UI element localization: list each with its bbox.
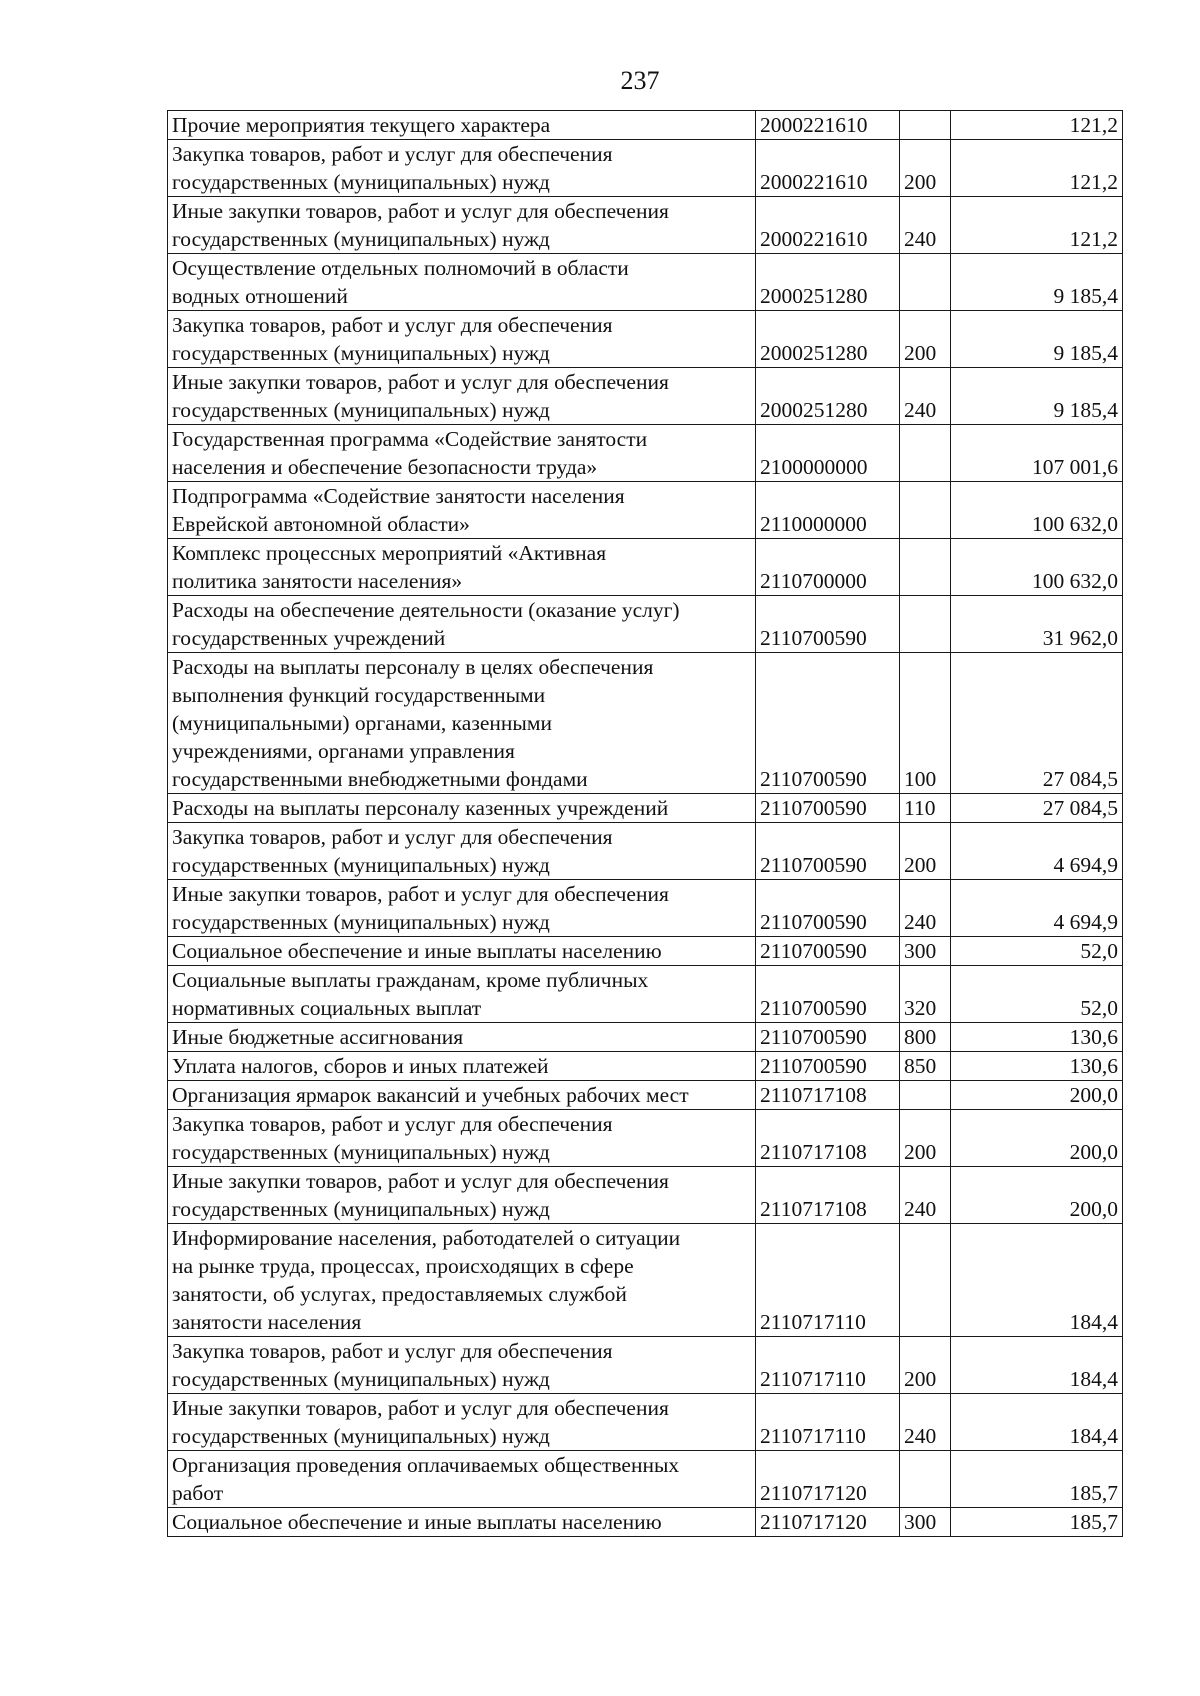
expense-name-line: Иные бюджетные ассигнования <box>172 1025 464 1049</box>
amount-cell: 121,2 <box>951 197 1123 254</box>
expense-name-line: государственных (муниципальных) нужд <box>172 227 550 251</box>
expense-type-cell: 100 <box>900 653 951 794</box>
expense-name-line: водных отношений <box>172 284 348 308</box>
amount-cell: 184,4 <box>951 1224 1123 1337</box>
amount-cell: 27 084,5 <box>951 794 1123 823</box>
amount-cell: 9 185,4 <box>951 311 1123 368</box>
amount-cell: 130,6 <box>951 1052 1123 1081</box>
expense-name-line: Организация проведения оплачиваемых общественных <box>172 1453 680 1477</box>
target-code-cell: 2110700590 <box>756 653 900 794</box>
target-code-cell: 2100000000 <box>756 425 900 482</box>
expense-name-line: государственных (муниципальных) нужд <box>172 1424 550 1448</box>
expense-name-line: нормативных социальных выплат <box>172 996 482 1020</box>
expense-type-cell <box>900 111 951 140</box>
expense-name-line: Прочие мероприятия текущего характера <box>172 113 551 137</box>
target-code-cell: 2110717120 <box>756 1508 900 1537</box>
target-code-cell: 2110700590 <box>756 937 900 966</box>
expense-name-cell <box>168 1394 756 1451</box>
expense-name-line: государственных (муниципальных) нужд <box>172 853 550 877</box>
expense-type-cell <box>900 254 951 311</box>
expense-name-line: государственными внебюджетными фондами <box>172 767 588 791</box>
expense-name-cell <box>168 937 756 966</box>
amount-cell: 4 694,9 <box>951 823 1123 880</box>
expense-name-cell <box>168 596 756 653</box>
table-row <box>168 653 1123 794</box>
target-code-cell: 2110717108 <box>756 1167 900 1224</box>
target-code-cell: 2110717108 <box>756 1110 900 1167</box>
expense-name-line: государственных (муниципальных) нужд <box>172 910 550 934</box>
amount-cell: 184,4 <box>951 1394 1123 1451</box>
target-code-cell: 2000221610 <box>756 197 900 254</box>
budget-table-body <box>168 111 1123 1537</box>
expense-name-cell <box>168 1023 756 1052</box>
expense-name-cell <box>168 1081 756 1110</box>
target-code-cell: 2110717108 <box>756 1081 900 1110</box>
expense-name-line: Подпрограмма «Содействие занятости населения <box>172 484 625 508</box>
amount-cell: 185,7 <box>951 1508 1123 1537</box>
expense-name-cell <box>168 197 756 254</box>
expense-type-cell: 240 <box>900 197 951 254</box>
expense-name-line: государственных (муниципальных) нужд <box>172 1140 550 1164</box>
expense-name-cell <box>168 880 756 937</box>
table-row <box>168 1110 1123 1167</box>
budget-table <box>167 110 1123 1537</box>
expense-name-cell <box>168 368 756 425</box>
page-number: 237 <box>620 66 660 95</box>
expense-type-cell: 200 <box>900 823 951 880</box>
amount-cell: 4 694,9 <box>951 880 1123 937</box>
table-row <box>168 1394 1123 1451</box>
amount-cell: 185,7 <box>951 1451 1123 1508</box>
expense-name-line: Социальные выплаты гражданам, кроме публичных <box>172 968 649 992</box>
expense-name-line: государственных учреждений <box>172 626 446 650</box>
amount-cell: 100 632,0 <box>951 539 1123 596</box>
expense-name-line: занятости, об услугах, предоставляемых службой <box>172 1282 627 1306</box>
expense-name-cell <box>168 1224 756 1337</box>
expense-type-cell: 200 <box>900 311 951 368</box>
table-row <box>168 880 1123 937</box>
table-row <box>168 140 1123 197</box>
expense-name-line: Закупка товаров, работ и услуг для обеспечения <box>172 1339 613 1363</box>
target-code-cell: 2110000000 <box>756 482 900 539</box>
expense-type-cell <box>900 596 951 653</box>
target-code-cell: 2000251280 <box>756 254 900 311</box>
expense-name-line: населения и обеспечение безопасности труда» <box>172 455 598 479</box>
target-code-cell: 2110700000 <box>756 539 900 596</box>
expense-name-line: Социальное обеспечение и иные выплаты населению <box>172 939 662 963</box>
amount-cell: 200,0 <box>951 1110 1123 1167</box>
amount-cell: 52,0 <box>951 966 1123 1023</box>
expense-name-line: Закупка товаров, работ и услуг для обеспечения <box>172 825 613 849</box>
expense-name-line: Иные закупки товаров, работ и услуг для обеспечения <box>172 882 669 906</box>
table-row <box>168 937 1123 966</box>
table-row <box>168 254 1123 311</box>
target-code-cell: 2110700590 <box>756 1052 900 1081</box>
target-code-cell: 2000221610 <box>756 111 900 140</box>
expense-type-cell: 240 <box>900 1394 951 1451</box>
target-code-cell: 2000251280 <box>756 368 900 425</box>
target-code-cell: 2110717110 <box>756 1224 900 1337</box>
expense-type-cell <box>900 539 951 596</box>
amount-cell: 130,6 <box>951 1023 1123 1052</box>
table-row <box>168 311 1123 368</box>
table-row <box>168 482 1123 539</box>
expense-name-line: государственных (муниципальных) нужд <box>172 398 550 422</box>
expense-name-line: учреждениями, органами управления <box>172 739 515 763</box>
target-code-cell: 2110700590 <box>756 1023 900 1052</box>
expense-name-cell <box>168 823 756 880</box>
expense-name-line: Иные закупки товаров, работ и услуг для обеспечения <box>172 370 669 394</box>
table-row <box>168 1451 1123 1508</box>
expense-name-cell <box>168 482 756 539</box>
table-row <box>168 1337 1123 1394</box>
table-row <box>168 1052 1123 1081</box>
expense-type-cell: 320 <box>900 966 951 1023</box>
amount-cell: 200,0 <box>951 1081 1123 1110</box>
expense-type-cell <box>900 1451 951 1508</box>
expense-name-cell <box>168 539 756 596</box>
table-row <box>168 823 1123 880</box>
amount-cell: 9 185,4 <box>951 368 1123 425</box>
expense-name-line: Расходы на выплаты персоналу в целях обеспечения <box>172 655 654 679</box>
expense-type-cell <box>900 482 951 539</box>
expense-name-line: государственных (муниципальных) нужд <box>172 1367 550 1391</box>
expense-name-line: Закупка товаров, работ и услуг для обеспечения <box>172 142 613 166</box>
table-row <box>168 1023 1123 1052</box>
expense-type-cell: 110 <box>900 794 951 823</box>
expense-name-cell <box>168 1337 756 1394</box>
expense-name-line: государственных (муниципальных) нужд <box>172 341 550 365</box>
amount-cell: 31 962,0 <box>951 596 1123 653</box>
expense-name-line: государственных (муниципальных) нужд <box>172 1197 550 1221</box>
amount-cell: 9 185,4 <box>951 254 1123 311</box>
expense-name-line: Расходы на выплаты персоналу казенных учреждений <box>172 796 669 820</box>
expense-name-line: выполнения функций государственными <box>172 683 546 707</box>
table-row <box>168 539 1123 596</box>
target-code-cell: 2110717120 <box>756 1451 900 1508</box>
table-row <box>168 1508 1123 1537</box>
table-row <box>168 1081 1123 1110</box>
amount-cell: 121,2 <box>951 140 1123 197</box>
expense-type-cell <box>900 1081 951 1110</box>
expense-name-line: Расходы на обеспечение деятельности (оказание услуг) <box>172 598 680 622</box>
target-code-cell: 2110700590 <box>756 880 900 937</box>
expense-type-cell <box>900 425 951 482</box>
expense-name-line: Осуществление отдельных полномочий в области <box>172 256 629 280</box>
expense-name-cell <box>168 1508 756 1537</box>
table-row <box>168 197 1123 254</box>
expense-type-cell: 200 <box>900 140 951 197</box>
amount-cell: 200,0 <box>951 1167 1123 1224</box>
expense-type-cell: 240 <box>900 368 951 425</box>
expense-type-cell: 300 <box>900 1508 951 1537</box>
expense-name-cell <box>168 311 756 368</box>
expense-name-cell <box>168 1052 756 1081</box>
target-code-cell: 2110717110 <box>756 1337 900 1394</box>
target-code-cell: 2110700590 <box>756 966 900 1023</box>
expense-name-cell <box>168 111 756 140</box>
expense-name-line: Иные закупки товаров, работ и услуг для обеспечения <box>172 1169 669 1193</box>
table-row <box>168 1167 1123 1224</box>
expense-name-line: государственных (муниципальных) нужд <box>172 170 550 194</box>
amount-cell: 121,2 <box>951 111 1123 140</box>
expense-name-cell <box>168 653 756 794</box>
expense-type-cell: 850 <box>900 1052 951 1081</box>
expense-name-line: Закупка товаров, работ и услуг для обеспечения <box>172 1112 613 1136</box>
expense-name-line: Государственная программа «Содействие занятости <box>172 427 648 451</box>
amount-cell: 52,0 <box>951 937 1123 966</box>
expense-name-line: на рынке труда, процессах, происходящих в сфере <box>172 1254 634 1278</box>
target-code-cell: 2110700590 <box>756 823 900 880</box>
amount-cell: 100 632,0 <box>951 482 1123 539</box>
expense-name-line: Комплекс процессных мероприятий «Активная <box>172 541 607 565</box>
expense-name-cell <box>168 254 756 311</box>
table-row <box>168 596 1123 653</box>
expense-name-line: Организация ярмарок вакансий и учебных рабочих мест <box>172 1083 689 1107</box>
expense-name-cell <box>168 425 756 482</box>
expense-type-cell: 200 <box>900 1337 951 1394</box>
expense-type-cell: 240 <box>900 880 951 937</box>
expense-name-cell <box>168 140 756 197</box>
amount-cell: 27 084,5 <box>951 653 1123 794</box>
expense-name-line: Еврейской автономной области» <box>172 512 470 536</box>
expense-type-cell <box>900 1224 951 1337</box>
expense-type-cell: 200 <box>900 1110 951 1167</box>
expense-name-line: Информирование населения, работодателей о ситуации <box>172 1226 681 1250</box>
expense-type-cell: 800 <box>900 1023 951 1052</box>
expense-name-line: Социальное обеспечение и иные выплаты населению <box>172 1510 662 1534</box>
target-code-cell: 2110700590 <box>756 794 900 823</box>
expense-name-line: Уплата налогов, сборов и иных платежей <box>172 1054 549 1078</box>
expense-name-cell <box>168 1451 756 1508</box>
expense-name-line: политика занятости населения» <box>172 569 463 593</box>
expense-name-cell <box>168 1167 756 1224</box>
expense-name-line: Закупка товаров, работ и услуг для обеспечения <box>172 313 613 337</box>
expense-name-line: (муниципальными) органами, казенными <box>172 711 552 735</box>
amount-cell: 184,4 <box>951 1337 1123 1394</box>
expense-name-line: Иные закупки товаров, работ и услуг для обеспечения <box>172 199 669 223</box>
table-row <box>168 368 1123 425</box>
expense-name-line: работ <box>172 1481 224 1505</box>
table-row <box>168 425 1123 482</box>
target-code-cell: 2000221610 <box>756 140 900 197</box>
table-row <box>168 966 1123 1023</box>
table-row <box>168 1224 1123 1337</box>
target-code-cell: 2000251280 <box>756 311 900 368</box>
amount-cell: 107 001,6 <box>951 425 1123 482</box>
expense-name-cell <box>168 794 756 823</box>
expense-name-cell <box>168 1110 756 1167</box>
table-row <box>168 794 1123 823</box>
expense-name-line: Иные закупки товаров, работ и услуг для обеспечения <box>172 1396 669 1420</box>
expense-name-cell <box>168 966 756 1023</box>
expense-name-line: занятости населения <box>172 1310 362 1334</box>
expense-type-cell: 240 <box>900 1167 951 1224</box>
target-code-cell: 2110700590 <box>756 596 900 653</box>
table-row <box>168 111 1123 140</box>
expense-type-cell: 300 <box>900 937 951 966</box>
target-code-cell: 2110717110 <box>756 1394 900 1451</box>
